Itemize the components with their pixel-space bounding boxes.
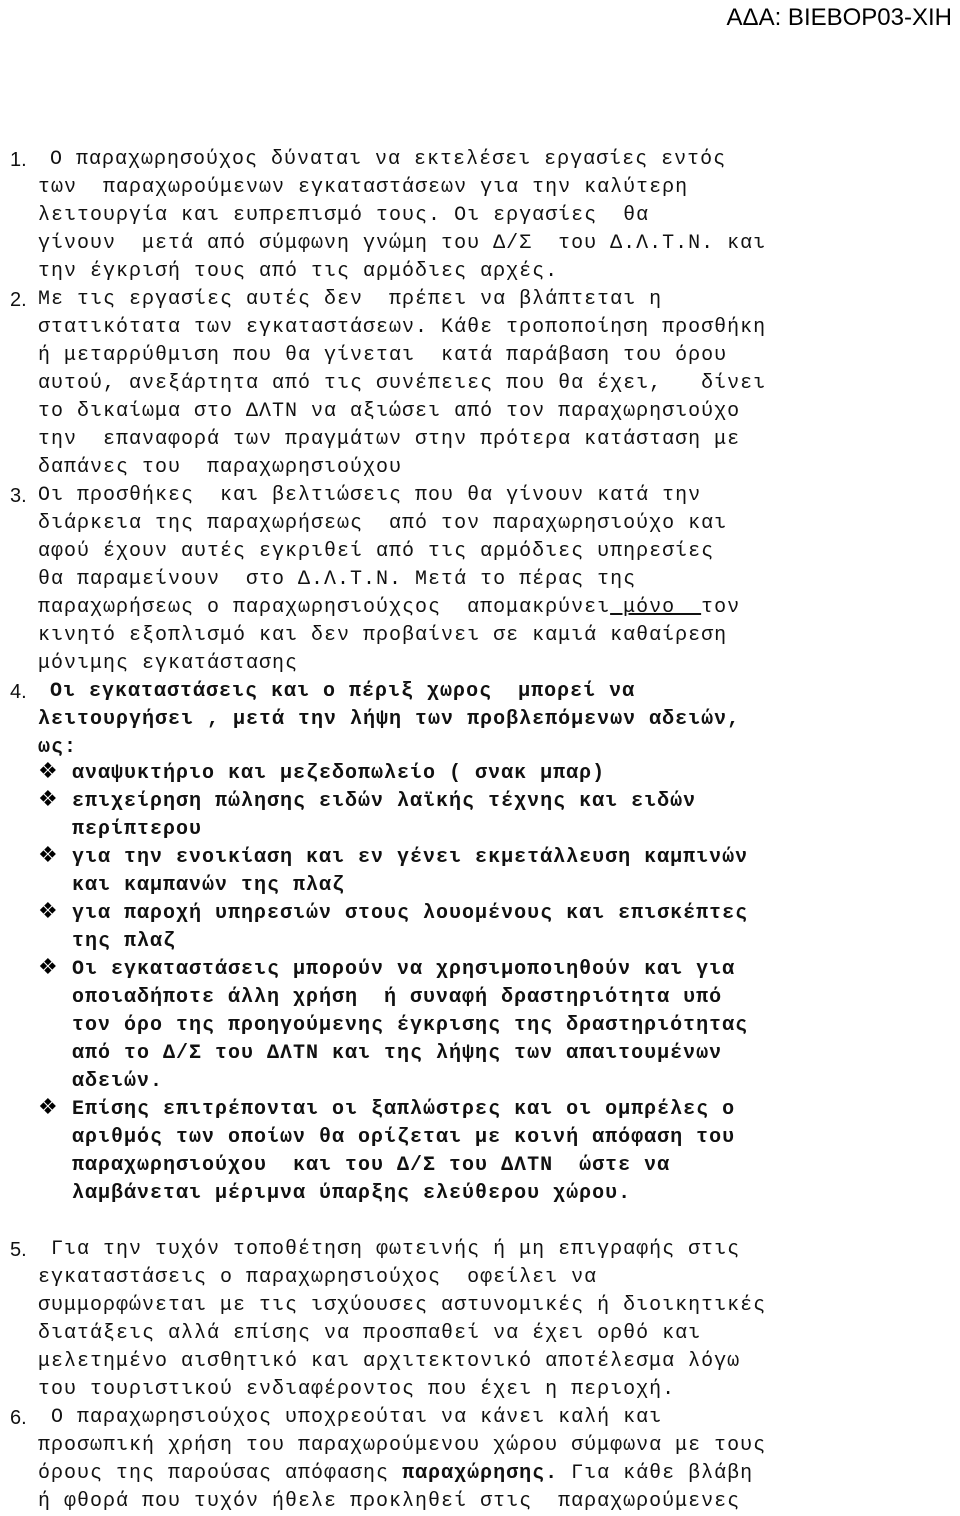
item-2-line: ή μεταρρύθμιση που θα γίνεται κατά παράβαση του όρου — [38, 344, 728, 367]
underlined-only-word: μόνο — [610, 596, 702, 619]
item-6-line: ή φθορά που τυχόν ήθελε προκληθεί στις παραχωρούμενες — [38, 1490, 741, 1513]
item-2-number: 2. — [10, 289, 27, 311]
item-5-number: 5. — [10, 1239, 27, 1261]
item-6-line3-start: όρους της παρούσας απόφασης — [38, 1462, 403, 1485]
bullet-line: αδειών. — [72, 1070, 164, 1093]
item-2-line: το δικαίωμα στο ΔΛΤΝ να αξιώσει από τον παραχωρησιούχο — [38, 400, 741, 423]
bullet-line: επιχείρηση πώλησης ειδών λαϊκής τέχνης και ειδών — [72, 790, 697, 813]
item-3-line5-start: παραχωρήσεως ο παραχωρησιούχςος απομακρύνει — [38, 596, 611, 619]
diamond-bullet-icon: ❖ — [38, 899, 59, 924]
item-3-line: διάρκεια της παραχωρήσεως από τον παραχωρησιούχο και — [38, 512, 728, 535]
item-3-number: 3. — [10, 485, 27, 507]
item-6-number: 6. — [10, 1407, 27, 1429]
diamond-bullet-icon: ❖ — [38, 1095, 59, 1120]
bullet-line: αναψυκτήριο και μεζεδοπωλείο ( σνακ μπαρ) — [72, 762, 606, 785]
diamond-bullet-icon: ❖ — [38, 787, 59, 812]
item-3-line-with-underline — [38, 594, 740, 622]
item-2-line: Με τις εργασίες αυτές δεν πρέπει να βλάπτεται η — [38, 288, 663, 311]
item-5-line: μελετημένο αισθητικό και αρχιτεκτονικό αποτέλεσμα λόγω — [38, 1350, 741, 1373]
item-2-line: δαπάνες του παραχωρησιούχου — [38, 456, 403, 479]
item-1-number: 1. — [10, 149, 27, 171]
item-1-line: των παραχωρούμενων εγκαταστάσεων για την καλύτερη — [38, 176, 689, 199]
item-1-line: γίνουν μετά από σύμφωνη γνώμη του Δ/Σ του Δ.Λ.Τ.Ν. και — [38, 232, 767, 255]
bullet-line: από το Δ/Σ του ΔΛΤΝ και της λήψης των απαιτουμένων — [72, 1042, 723, 1065]
bullet-line: και καμπανών της πλαζ — [72, 874, 346, 897]
item-2-line: την επαναφορά των πραγμάτων στην πρότερα κατάσταση με — [38, 428, 741, 451]
item-3-line5-end: τον — [701, 596, 741, 619]
bullet-line: Επίσης επιτρέπονται οι ξαπλώστρες και οι ομπρέλες ο — [72, 1098, 736, 1121]
bullet-line: οποιαδήποτε άλλη χρήση ή συναφή δραστηριότητα υπό — [72, 986, 723, 1009]
item-3-line: Οι προσθήκες και βελτιώσεις που θα γίνουν κατά την — [38, 484, 702, 507]
item-5-line: Για την τυχόν τοποθέτηση φωτεινής ή μη επιγραφής στις — [38, 1238, 741, 1261]
bullet-line: της πλαζ — [72, 930, 177, 953]
item-1-line: Ο παραχωρησούχος δύναται να εκτελέσει εργασίες εντός — [50, 148, 727, 171]
item-2-line: στατικότατα των εγκαταστάσεων. Κάθε τροποποίηση προσθήκη — [38, 316, 767, 339]
item-3-line: κινητό εξοπλισμό και δεν προβαίνει σε καμιά καθαίρεση — [38, 624, 728, 647]
bold-word-parachorisis: παραχώρησης. — [402, 1462, 559, 1485]
item-6-line: προσωπική χρήση του παραχωρούμενου χώρου σύμφωνα με τους — [38, 1434, 767, 1457]
item-5-line: του τουριστικού ενδιαφέροντος που έχει η περιοχή. — [38, 1378, 676, 1401]
item-6-line-with-bold — [38, 1460, 753, 1488]
diamond-bullet-icon: ❖ — [38, 955, 59, 980]
item-5-line: διατάξεις αλλά επίσης να προσπαθεί να έχει ορθό και — [38, 1322, 702, 1345]
bullet-line: περίπτερου — [72, 818, 203, 841]
item-4-intro-line: Οι εγκαταστάσεις και ο πέριξ χωρος μπορεί να — [50, 680, 636, 703]
bullet-line: για παροχή υπηρεσιών στους λουομένους και επισκέπτες — [72, 902, 749, 925]
bullet-line: για την ενοικίαση και εν γένει εκμετάλλευση καμπινών — [72, 846, 749, 869]
ada-header: ΑΔΑ: ΒΙΕΒΟΡ03-ΧΙΗ — [726, 4, 952, 31]
item-4-intro-line: ως: — [38, 736, 78, 759]
item-3-line: αφού έχουν αυτές εγκριθεί από τις αρμόδιες υπηρεσίες — [38, 540, 715, 563]
bullet-line: αριθμός των οποίων θα ορίζεται με κοινή απόφαση του — [72, 1126, 736, 1149]
item-6-line3-end: Για κάθε βλάβη — [558, 1462, 754, 1485]
item-3-line: μόνιμης εγκατάστασης — [38, 652, 299, 675]
item-3-line: θα παραμείνουν στο Δ.Λ.Τ.Ν. Μετά το πέρας της — [38, 568, 637, 591]
diamond-bullet-icon: ❖ — [38, 759, 59, 784]
item-2-line: αυτού, ανεξάρτητα από τις συνέπειες που θα έχει, δίνει — [38, 372, 767, 395]
item-5-line: εγκαταστάσεις ο παραχωρησιούχος οφείλει να — [38, 1266, 598, 1289]
item-1-line: λειτουργία και ευπρεπισμό τους. Οι εργασίες θα — [38, 204, 650, 227]
bullet-line: τον όρο της προηγούμενης έγκρισης της δραστηριότητας — [72, 1014, 749, 1037]
diamond-bullet-icon: ❖ — [38, 843, 59, 868]
item-6-line: Ο παραχωρησιούχος υποχρεούται να κάνει καλή και — [38, 1406, 663, 1429]
bullet-line: Οι εγκαταστάσεις μπορούν να χρησιμοποιηθούν και για — [72, 958, 736, 981]
item-1-line: την έγκρισή τους από τις αρμόδιες αρχές. — [38, 260, 559, 283]
bullet-line: λαμβάνεται μέριμνα ύπαρξης ελεύθερου χώρου. — [72, 1182, 632, 1205]
item-4-intro-line: λειτουργήσει , μετά την λήψη των προβλεπόμενων αδειών, — [38, 708, 741, 731]
item-5-line: συμμορφώνεται με τις ισχύουσες αστυνομικές ή διοικητικές — [38, 1294, 767, 1317]
item-4-number: 4. — [10, 681, 27, 703]
bullet-line: παραχωρησιούχου και του Δ/Σ του ΔΛΤΝ ώστε να — [72, 1154, 671, 1177]
